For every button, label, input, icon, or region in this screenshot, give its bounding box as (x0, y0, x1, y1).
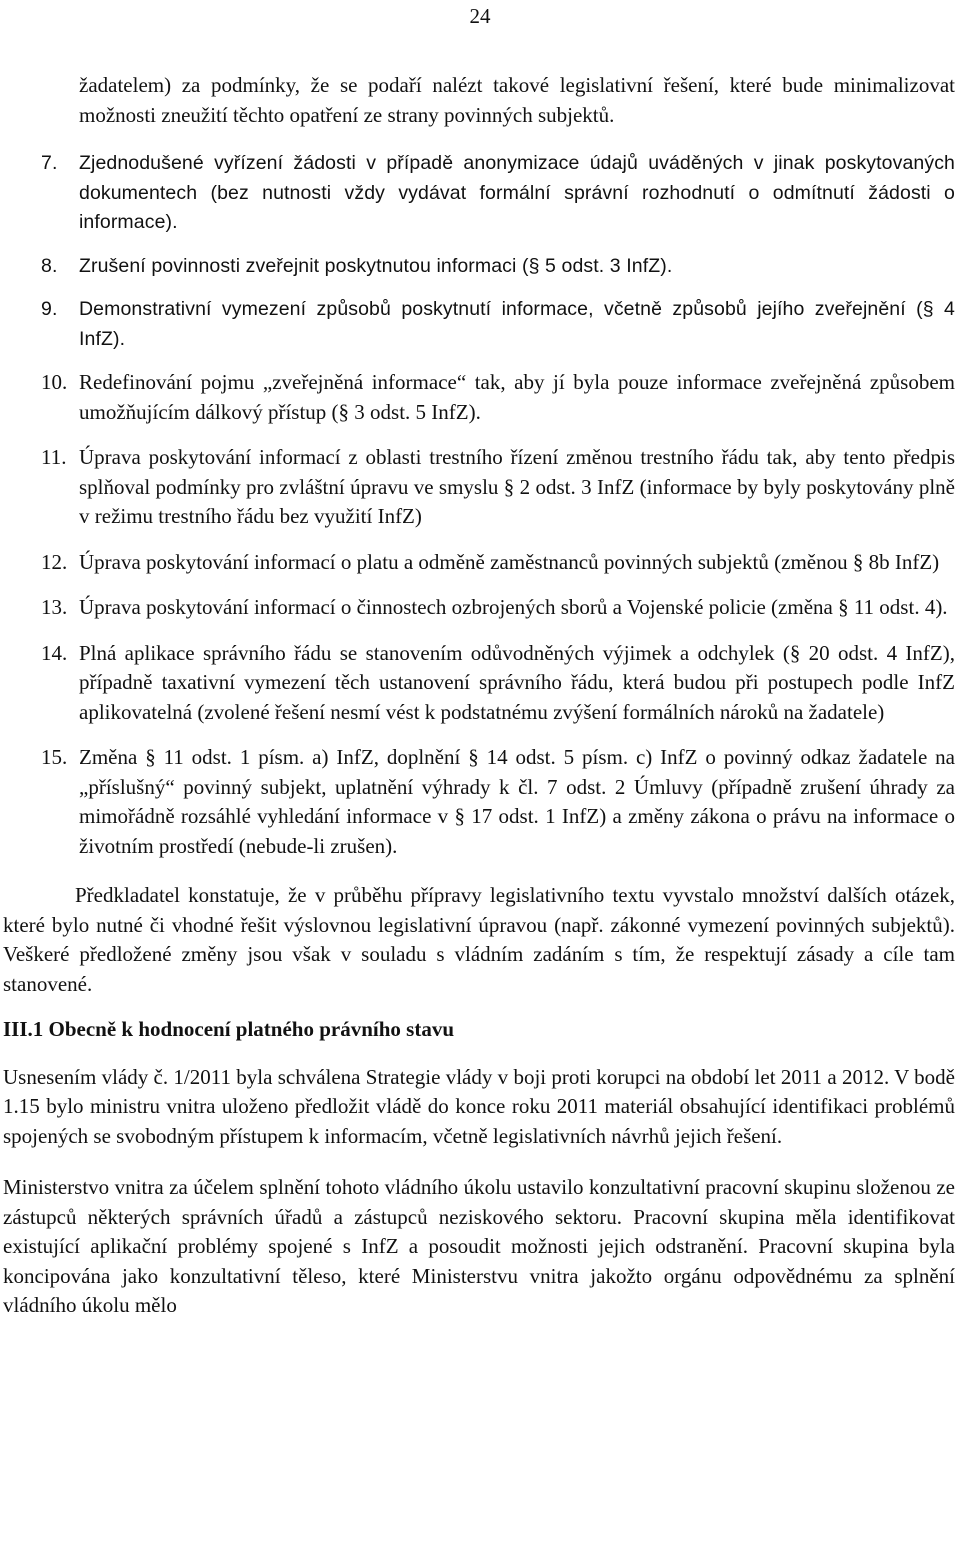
list-item (3, 295, 955, 354)
section-heading: III.1 Obecně k hodnocení platného právního stavu (3, 1017, 455, 1041)
list-item (3, 252, 955, 282)
list-item-text: Plná aplikace správního řádu se stanovením odůvodněných výjimek a odchylek (§ 20 odst. 4 InfZ), případně taxativní vymezení těch ustanovení správního řádu, která budou při postupech podle InfZ aplikovatelná (zvolené řešení nesmí vést k podstatnému zvýšení formálních nároků na žadatele) (79, 640, 955, 724)
paragraph-intro: Předkladatel konstatuje, že v průběhu přípravy legislativního textu vyvstalo množství dalších otázek, které bylo nutné či vhodné řešit výslovnou legislativní úpravou (např. zákonné vymezení povinných subjektů). Veškeré předložené změny jsou však v souladu s vládním zadáním s tím, že respektují zásady a cíle tam stanovené. (3, 883, 955, 996)
paragraph: Ministerstvo vnitra za účelem splnění tohoto vládního úkolu ustavilo konzultativní pracovní skupinu složenou ze zástupců některých správních úřadů a zástupců neziskového sektoru. Pracovní skupina měla identifikovat existující aplikační problémy spojené s InfZ a posoudit možnosti jejich odstranění. Pracovní skupina byla koncipována jako konzultativní těleso, které Ministerstvu vnitra jakožto orgánu odpovědnému za splnění vládního úkolu mělo (3, 1175, 955, 1317)
list-item (3, 639, 955, 728)
list-item-number: 8. (41, 254, 58, 277)
list-item-number: 10. (41, 370, 68, 394)
list-item-number: 11. (41, 445, 67, 469)
list-item-text: Úprava poskytování informací o platu a odměně zaměstnanců povinných subjektů (změnou § 8b InfZ) (79, 549, 940, 574)
list-item-text: Změna § 11 odst. 1 písm. a) InfZ, doplnění § 14 odst. 5 písm. c) InfZ o povinný odkaz žadatele na „příslušný“ povinný subjekt, uplatnění výhrady k čl. 7 odst. 2 Úmluvy (případně zrušení úhrady za mimořádně rozsáhlé vyhledání informace v § 17 odst. 1 InfZ) a změny zákona o právu na informace o životním prostředí (nebude-li zrušen). (79, 745, 955, 858)
list-item (3, 743, 955, 861)
list-item-text: Demonstrativní vymezení způsobů poskytnutí informace, včetně způsobů jejího zveřejnění (§ 4 InfZ). (79, 298, 955, 350)
list-item (3, 548, 955, 578)
list-item-text: Redefinování pojmu „zveřejněná informace“ tak, aby jí byla pouze informace zveřejněná způsobem umožňujícím dálkový přístup (§ 3 odst. 5 InfZ). (79, 370, 955, 424)
list-item-number: 14. (41, 640, 68, 665)
list-item-text: Úprava poskytování informací o činnostech ozbrojených sborů a Vojenské policie (změna § 11 odst. 4). (79, 595, 948, 619)
list-item (3, 593, 955, 623)
list-item-text: žadatelem) za podmínky, že se podaří nalézt takové legislativní řešení, které bude minimalizovat možnosti zneužití těchto opatření ze strany povinných subjektů. (79, 73, 955, 127)
list-item-number: 12. (41, 549, 68, 574)
list-item-number: 13. (41, 595, 68, 619)
list-item-text: Zjednodušené vyřízení žádosti v případě anonymizace údajů uváděných v jinak poskytovaných dokumentech (bez nutnosti vždy vydávat formální správní rozhodnutí o odmítnutí žádosti o informace). (79, 152, 955, 233)
list-item-number: 7. (41, 152, 58, 174)
document-body (3, 71, 955, 1337)
list-item-number: 9. (41, 298, 58, 320)
list-item (3, 443, 955, 532)
page-number: 24 (469, 4, 491, 28)
list-item-number: 15. (41, 745, 68, 769)
list-item (3, 149, 955, 238)
list-item-text: Zrušení povinnosti zveřejnit poskytnutou informaci (§ 5 odst. 3 InfZ). (79, 254, 673, 277)
list-item (3, 368, 955, 427)
list-item-continuation (3, 71, 955, 130)
paragraph: Usnesením vlády č. 1/2011 byla schválena Strategie vlády v boji proti korupci na období let 2011 a 2012. V bodě 1.15 bylo ministru vnitra uloženo předložit vládě do konce roku 2011 materiál obsahující identifikaci problémů spojených se svobodným přístupem k informacím, včetně legislativních návrhů jejich řešení. (3, 1064, 955, 1148)
list-item-text: Úprava poskytování informací z oblasti trestního řízení změnou trestního řádu tak, aby tento předpis splňoval podmínky pro zvláštní úpravu ve smyslu § 2 odst. 3 InfZ (informace by byly poskytovány plně v režimu trestního řádu bez využití InfZ) (79, 445, 955, 528)
